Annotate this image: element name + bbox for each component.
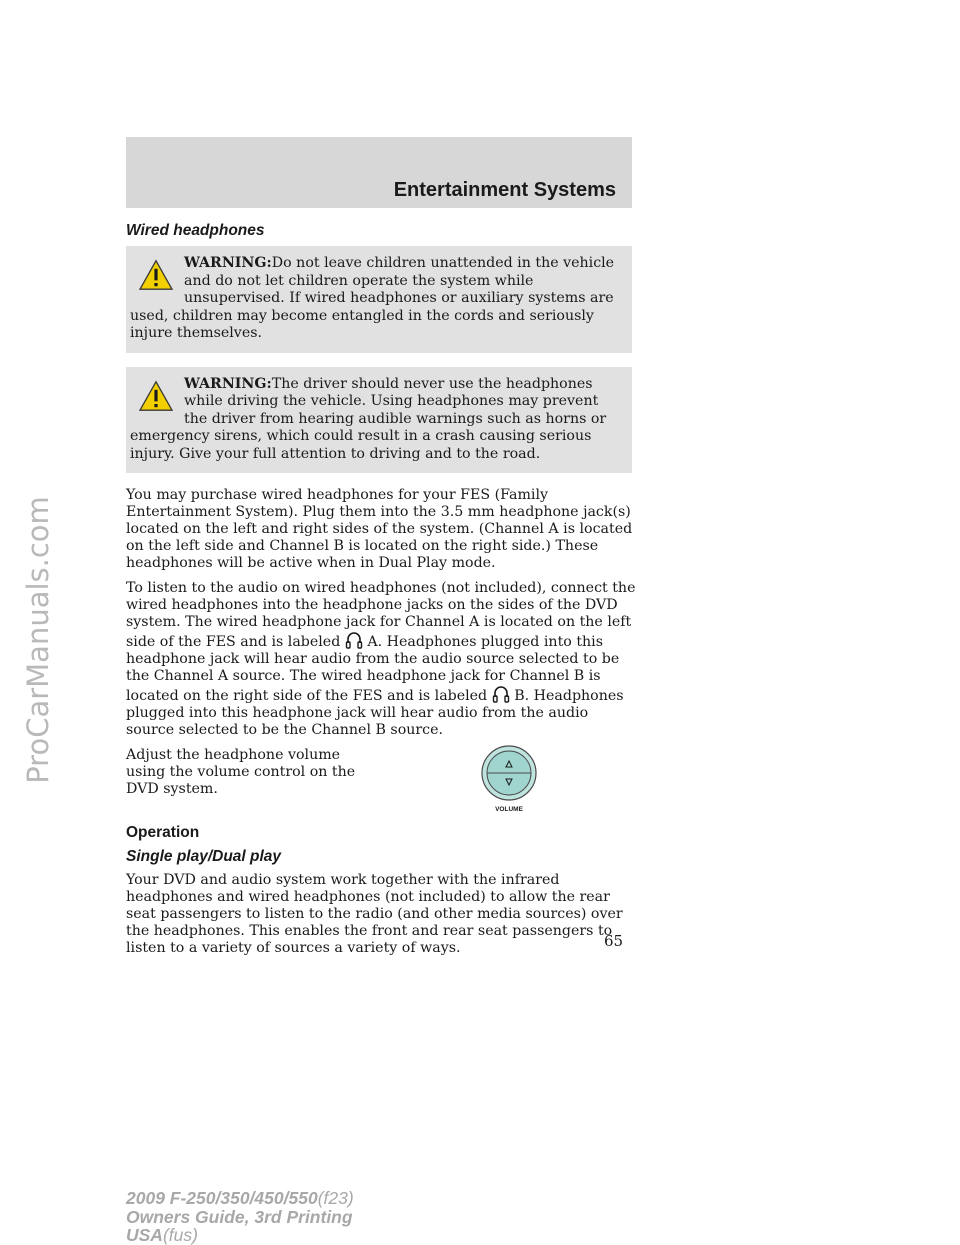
footer-market: USA xyxy=(126,1225,163,1245)
footer-printing: Owners Guide, 3rd Printing xyxy=(126,1206,353,1227)
section-heading-single-dual-play: Single play/Dual play xyxy=(126,848,282,865)
paragraph-text: To listen to the audio on wired headphones (not included), connect the wired headphones into the headphone jacks on the sides of the DVD system. The wired headphone jack for Channel A is located on the left side of the FES and is labeled xyxy=(126,580,636,650)
footer-model: 2009 F-250/350/450/550 xyxy=(126,1188,318,1208)
headphone-icon xyxy=(345,631,363,651)
chapter-title: Entertainment Systems xyxy=(393,179,616,201)
volume-knob-icon xyxy=(476,745,542,817)
warning-triangle-icon xyxy=(138,259,174,291)
section-heading-wired-headphones: Wired headphones xyxy=(126,222,265,239)
watermark xyxy=(8,360,68,920)
page-number: 65 xyxy=(604,932,624,950)
paragraph-text: A. Headphones plugged into this headphone jack will hear audio from the audio source selected to be the Channel A source. The wired headphone jack for Channel B is located on the right side of the FES and is labeled xyxy=(126,634,620,704)
paragraph: Adjust the headphone volume using the volume control on the DVD system. xyxy=(126,747,356,797)
paragraph: Your DVD and audio system work together with the infrared headphones and wired headphones (not included) to allow the rear seat passengers to listen to the radio (and other media sources) over the headphones. This enables the front and rear seat passengers to listen to a variety of sources a variety of ways. xyxy=(126,872,623,956)
paragraph-text: B. Headphones plugged into this headphone jack will hear audio from the audio source selected to be the Channel B source. xyxy=(126,688,624,738)
chapter-header xyxy=(126,137,632,208)
warning-box xyxy=(126,367,632,474)
headphone-icon xyxy=(492,685,510,705)
warning-text: The driver should never use the headphones while driving the vehicle. Using headphones may prevent the driver from hearing audible warnings such as horns or emergency sirens, which could result in a crash causing serious injury. Give your full attention to driving and to the road. xyxy=(130,375,607,462)
volume-section xyxy=(126,747,636,813)
section-heading-operation: Operation xyxy=(126,824,200,841)
warning-text: Do not leave children unattended in the vehicle and do not let children operate the system while unsupervised. If wired headphones or auxiliary systems are used, children may become entangled in the cords and seriously injure themselves. xyxy=(130,255,615,341)
footer-code: (f23) xyxy=(317,1188,354,1208)
warning-box xyxy=(126,246,632,353)
paragraph: You may purchase wired headphones for your FES (Family Entertainment System). Plug them into the 3.5 mm headphone jack(s) located on the left and right sides of the system. (Channel A is located on the left side and Channel B is located on the right side.) These headphones will be active when in Dual Play mode. xyxy=(126,487,633,571)
volume-label: VOLUME xyxy=(495,806,523,813)
warning-label: WARNING: xyxy=(184,375,272,392)
footer-market-code: (fus) xyxy=(162,1225,198,1245)
paragraph-headphone-jacks xyxy=(126,580,636,739)
warning-label: WARNING: xyxy=(184,255,272,271)
warning-triangle-icon xyxy=(138,380,174,412)
page-content xyxy=(126,222,636,965)
watermark-text: ProCarManuals.com xyxy=(21,496,55,784)
footer xyxy=(126,1189,354,1245)
